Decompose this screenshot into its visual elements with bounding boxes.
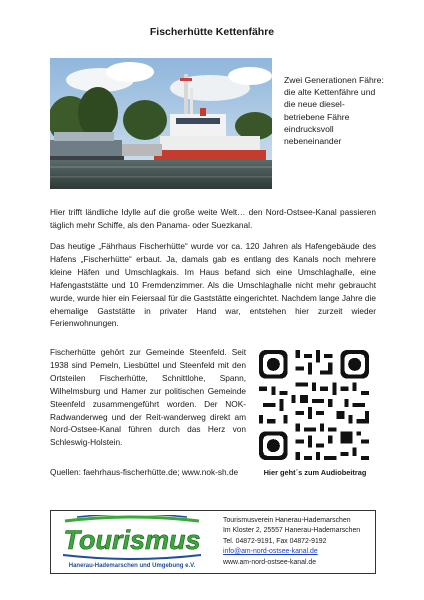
contact-block xyxy=(223,516,360,568)
tourismus-logo xyxy=(57,515,207,571)
qr-label: Hier geht´s zum Audiobeitrag xyxy=(263,468,367,477)
website-link[interactable]: www.am-nord-ostsee-kanal.de xyxy=(223,558,317,566)
footer-box xyxy=(50,510,376,574)
intro-paragraph: Hier trifft ländliche Idylle auf die große weite Welt… den Nord-Ostsee-Kanal passieren täglich mehr Schiffe, als den Panama- oder Suezkanal. xyxy=(50,207,376,230)
street-address: Im Kloster 2, 25557 Hanerau-Hademarschen xyxy=(223,527,361,535)
ferry-photo xyxy=(50,58,272,189)
svg-text:Hanerau-Hademarschen und Umgeb: Hanerau-Hademarschen und Umgebung e.V. xyxy=(68,563,196,569)
qr-code[interactable] xyxy=(255,346,373,464)
photo-caption: Zwei Generationen Fähre: die alte Kettenfähre und die neue diesel-betriebene Fähre eindrucksvoll nebeneinander xyxy=(284,75,384,147)
org-name: Tourismusverein Hanerau-Hademarschen xyxy=(223,517,351,524)
tourismus-logo-image xyxy=(57,515,207,571)
email-link[interactable]: info@am-nord-ostsee-kanal.de xyxy=(223,548,318,556)
municipality-paragraph: Fischerhütte gehört zur Gemeinde Steenfeld. Seit 1938 sind Pemeln, Liesbüttel und Steenfeld mit den Ortsteilen Fischerhütte, Schnittlohe, Spann, Wilhelmsburg und Hamer zur politischen Gemeinde Steenfeld zusammengeführt worden. Der NOK-Radwanderweg und der Reit-wanderweg direkt am Nord-Ostsee-Kanal führen durch das Herz von Schleswig-Holstein. xyxy=(50,347,246,448)
qr-code-icon xyxy=(255,346,373,464)
ferry-photo-image xyxy=(50,58,272,189)
history-paragraph: Das heutige „Fährhaus Fischerhütte“ wurde vor ca. 120 Jahren als Hafengebäude des Hafens „Fischerhütte“ erbaut. Ja, damals gab es entlang des Kanals noch mehrere kleine Häfen und Umschlagkais. Im Haus befand sich eine Umschlaghalle, eine Hafengaststätte und 10 Fremdenzimmer. Als die Umschlaghalle nicht mehr gebraucht wurde, wurde hier ein Feiersaal für die Gaststätte eingerichtet. Nachdem lange Jahre die ehemalige Gaststätte in privater Hand war, entstehen hier zurzeit wieder Ferienwohnungen. xyxy=(50,241,376,329)
svg-text:Tourismus: Tourismus xyxy=(63,525,201,555)
sources-paragraph: Quellen: faehrhaus-fischerhütte.de; www.nok-sh.de xyxy=(50,467,239,477)
page-title: Fischerhütte Kettenfähre xyxy=(149,26,275,38)
phone-fax: Tel. 04872-9191, Fax 04872-9192 xyxy=(223,537,327,545)
